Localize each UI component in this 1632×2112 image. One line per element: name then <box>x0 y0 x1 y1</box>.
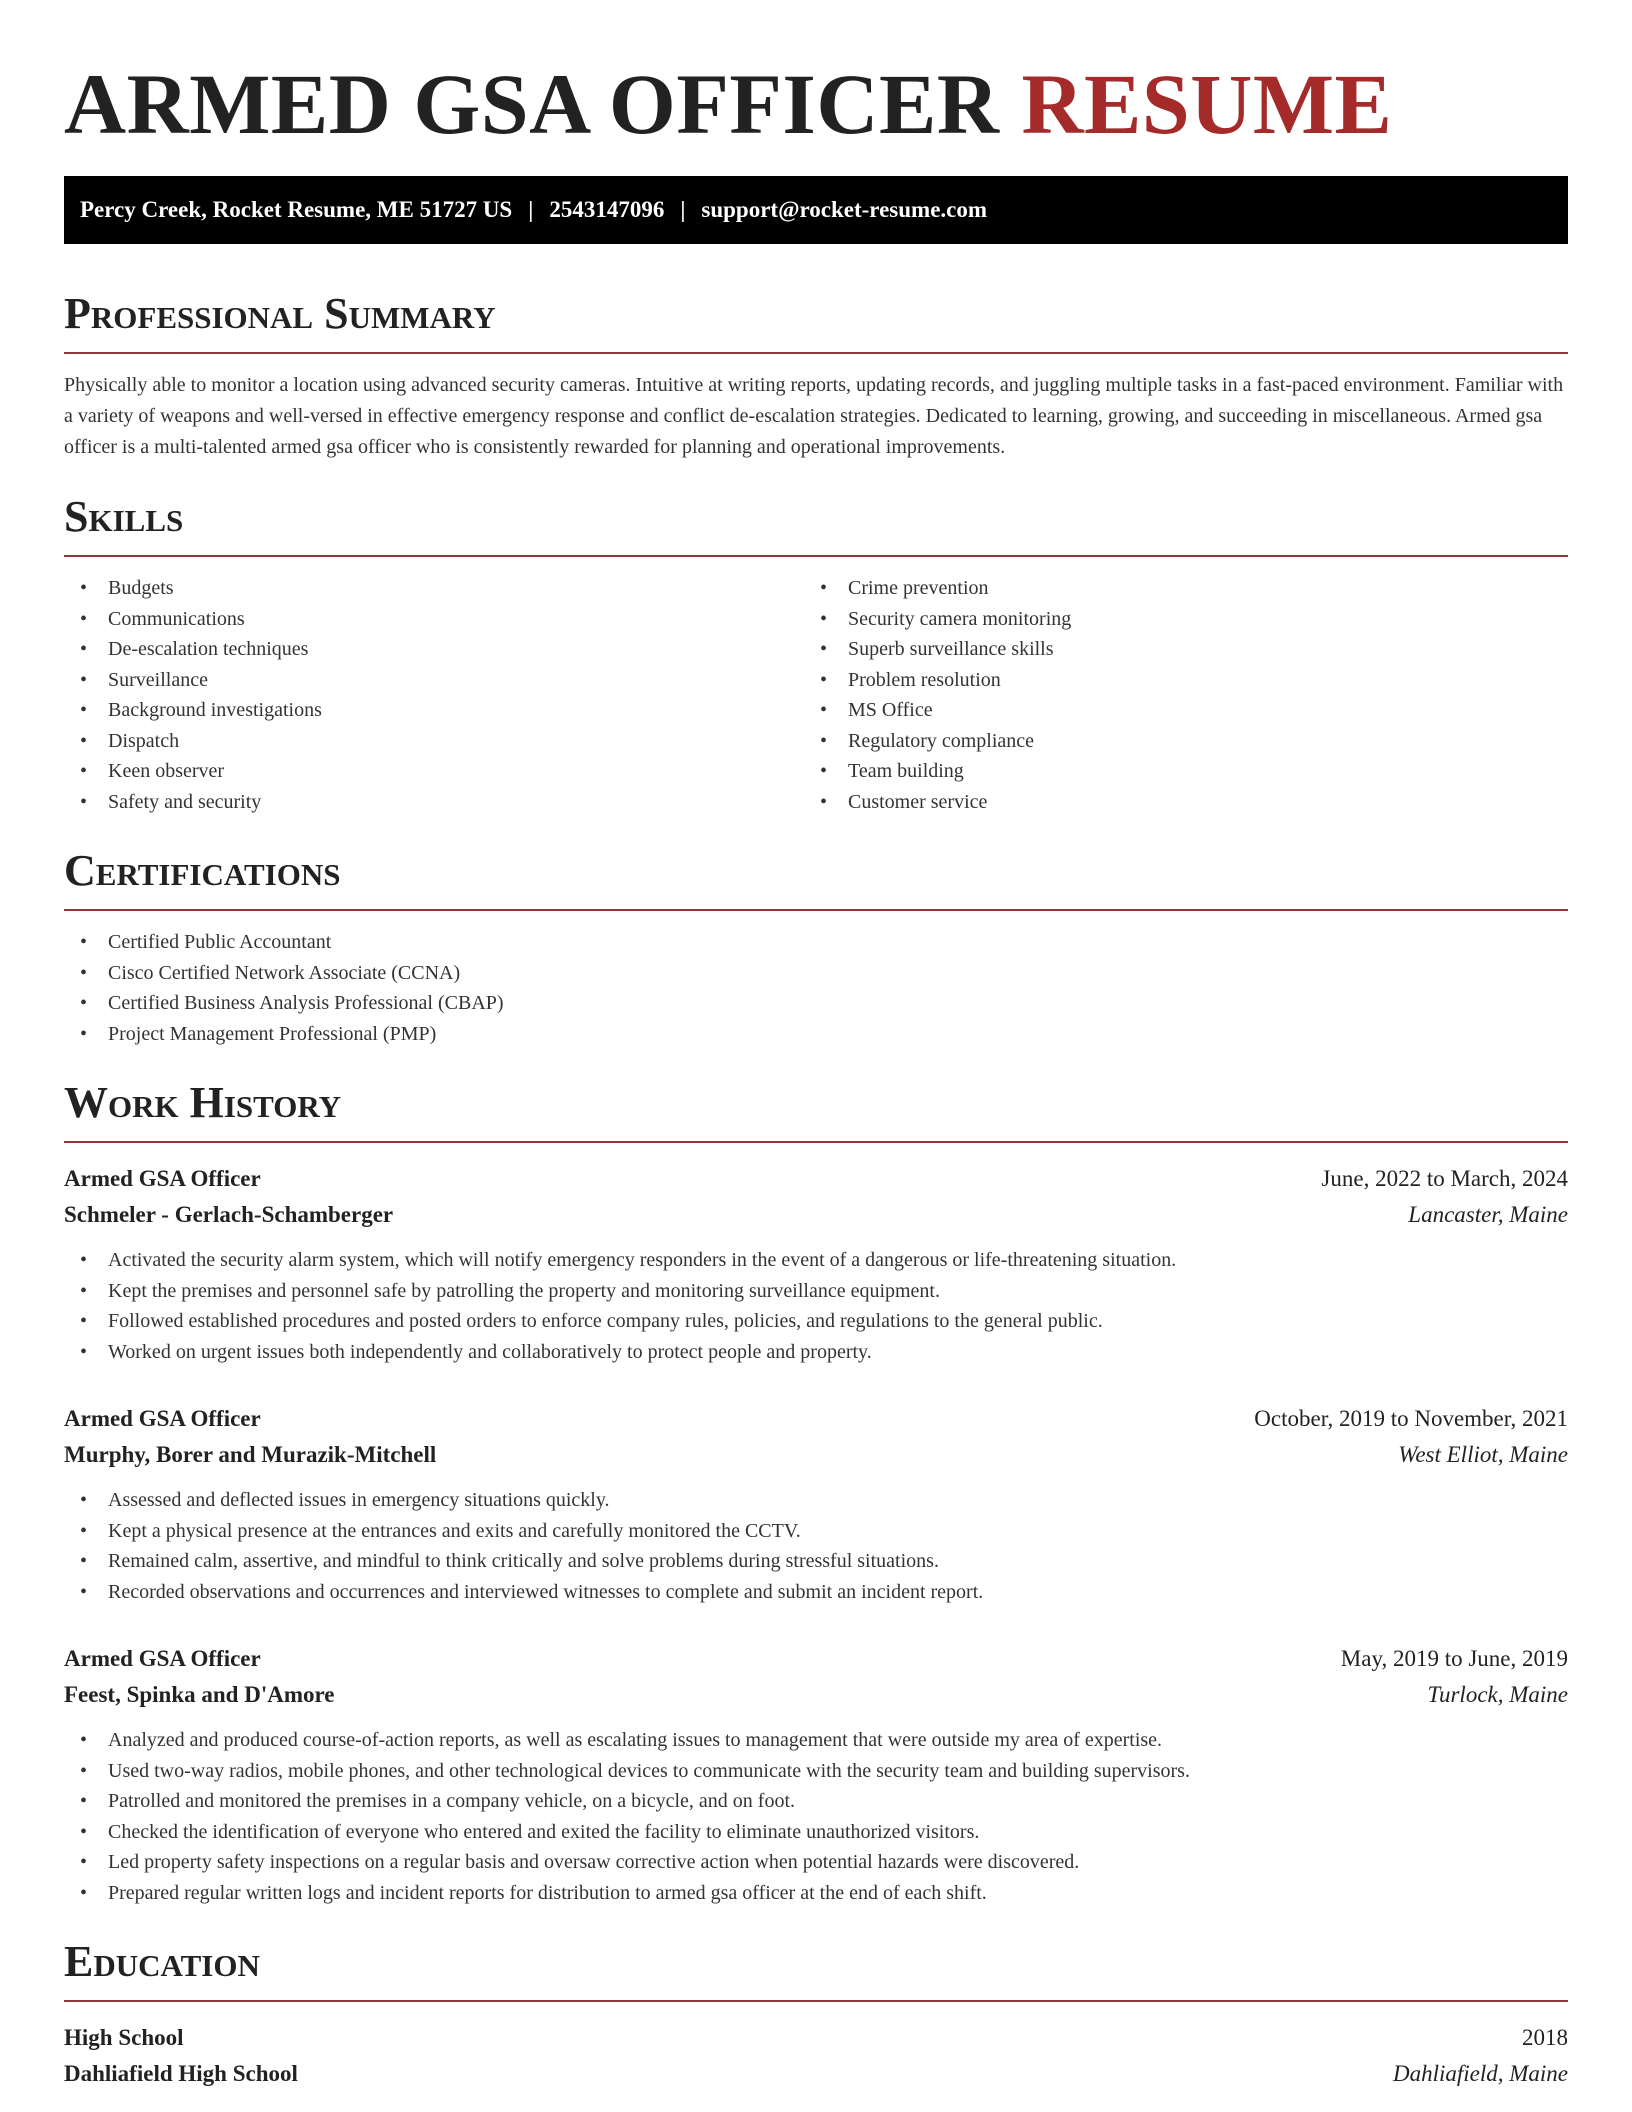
job-bullet: • Led property safety inspections on a regular basis and oversaw corrective action when potential hazards were discovered. <box>64 1847 1568 1878</box>
education-heading: Education <box>64 1936 1568 2002</box>
certifications-section <box>64 845 1568 1049</box>
job-title: Armed GSA Officer <box>64 1646 261 1671</box>
job-bullets <box>64 1245 1568 1367</box>
education-school: Dahliafield High School <box>64 2061 298 2086</box>
education-degree: High School <box>64 2025 184 2050</box>
job-header-row <box>64 1641 1568 1677</box>
job-bullet: • Followed established procedures and posted orders to enforce company rules, policies, and regulations to the general public. <box>64 1306 1568 1337</box>
job-company-row <box>64 1437 1568 1473</box>
skill-item: • Problem resolution <box>804 665 1544 696</box>
skill-item: • Communications <box>64 604 804 635</box>
education-section <box>64 1936 1568 2092</box>
skill-item: • Security camera monitoring <box>804 604 1544 635</box>
job-company: Feest, Spinka and D'Amore <box>64 1682 335 1707</box>
job-bullet: • Kept a physical presence at the entrances and exits and carefully monitored the CCTV. <box>64 1516 1568 1547</box>
job-title: Armed GSA Officer <box>64 1406 261 1431</box>
job-bullet: • Patrolled and monitored the premises in a company vehicle, on a bicycle, and on foot. <box>64 1786 1568 1817</box>
job-company: Murphy, Borer and Murazik-Mitchell <box>64 1442 437 1467</box>
job-bullet: • Worked on urgent issues both independently and collaboratively to protect people and property. <box>64 1337 1568 1368</box>
summary-section <box>64 288 1568 463</box>
contact-bar <box>64 176 1568 244</box>
contact-email[interactable]: support@rocket-resume.com <box>701 197 988 222</box>
job-location: West Elliot, Maine <box>1398 1442 1568 1467</box>
skill-item: • Surveillance <box>64 665 804 696</box>
education-school-row <box>64 2056 1568 2092</box>
job-bullet: • Activated the security alarm system, which will notify emergency responders in the event of a dangerous or life-threatening situation. <box>64 1245 1568 1276</box>
skill-item: • Background investigations <box>64 695 804 726</box>
job-dates: June, 2022 to March, 2024 <box>1321 1166 1568 1191</box>
job-bullet: • Kept the premises and personnel safe by patrolling the property and monitoring surveillance equipment. <box>64 1276 1568 1307</box>
job-bullet: • Remained calm, assertive, and mindful to think critically and solve problems during stressful situations. <box>64 1546 1568 1577</box>
skill-item: • Dispatch <box>64 726 804 757</box>
job-bullet: • Checked the identification of everyone who entered and exited the facility to eliminate unauthorized visitors. <box>64 1817 1568 1848</box>
education-degree-row <box>64 2020 1568 2056</box>
skill-item: • Crime prevention <box>804 573 1544 604</box>
resume-title <box>64 54 1568 154</box>
job-bullet: • Prepared regular written logs and incident reports for distribution to armed gsa officer at the end of each shift. <box>64 1878 1568 1909</box>
skill-item: • Budgets <box>64 573 804 604</box>
certification-item: • Project Management Professional (PMP) <box>64 1019 1568 1050</box>
skills-list-left <box>64 573 804 817</box>
skills-heading: Skills <box>64 491 1568 557</box>
job-bullet: • Assessed and deflected issues in emergency situations quickly. <box>64 1485 1568 1516</box>
skill-item: • Safety and security <box>64 787 804 818</box>
contact-phone[interactable]: 2543147096 <box>549 197 665 222</box>
certifications-list <box>64 927 1568 1049</box>
contact-address: Percy Creek, Rocket Resume, ME 51727 US <box>80 197 513 222</box>
skills-grid <box>64 557 1568 817</box>
skills-section <box>64 491 1568 817</box>
skill-item: • Keen observer <box>64 756 804 787</box>
contact-separator: | <box>528 197 534 222</box>
skill-item: • Customer service <box>804 787 1544 818</box>
title-main: ARMED GSA OFFICER <box>64 56 1000 152</box>
job-bullets <box>64 1485 1568 1607</box>
job-dates: October, 2019 to November, 2021 <box>1254 1406 1568 1431</box>
job-bullets <box>64 1725 1568 1908</box>
education-entry <box>64 2020 1568 2092</box>
skill-item: • De-escalation techniques <box>64 634 804 665</box>
resume-page <box>64 0 1568 2092</box>
job-bullet: • Recorded observations and occurrences and interviewed witnesses to complete and submit an incident report. <box>64 1577 1568 1608</box>
certifications-heading: Certifications <box>64 845 1568 911</box>
education-location: Dahliafield, Maine <box>1392 2061 1568 2086</box>
skill-item: • Team building <box>804 756 1544 787</box>
summary-text: Physically able to monitor a location using advanced security cameras. Intuitive at writing reports, updating records, and juggling multiple tasks in a fast-paced environment. Familiar with a variety of weapons and well-versed in effective emergency response and conflict de-escalation strategies. Dedicated to learning, growing, and succeeding in miscellaneous. Armed gsa officer is a multi-talented armed gsa officer who is consistently rewarded for planning and operational improvements. <box>64 374 1564 458</box>
job-company-row <box>64 1677 1568 1713</box>
job-location: Turlock, Maine <box>1427 1682 1568 1707</box>
job-bullet: • Analyzed and produced course-of-action reports, as well as escalating issues to management that were outside my area of expertise. <box>64 1725 1568 1756</box>
job-entry <box>64 1161 1568 1367</box>
skills-list-right <box>804 573 1544 817</box>
job-header-row <box>64 1401 1568 1437</box>
certification-item: • Certified Public Accountant <box>64 927 1568 958</box>
certification-item: • Cisco Certified Network Associate (CCNA) <box>64 958 1568 989</box>
work-history-heading: Work History <box>64 1077 1568 1143</box>
job-bullet: • Used two-way radios, mobile phones, and other technological devices to communicate with the security team and building supervisors. <box>64 1756 1568 1787</box>
job-entry <box>64 1641 1568 1908</box>
skill-item: • Regulatory compliance <box>804 726 1544 757</box>
contact-separator: | <box>680 197 686 222</box>
work-history-section <box>64 1077 1568 1908</box>
job-location: Lancaster, Maine <box>1408 1202 1568 1227</box>
job-entry <box>64 1401 1568 1607</box>
summary-heading: Professional Summary <box>64 288 1568 354</box>
job-title: Armed GSA Officer <box>64 1166 261 1191</box>
education-year: 2018 <box>1522 2025 1568 2050</box>
job-dates: May, 2019 to June, 2019 <box>1340 1646 1568 1671</box>
job-company-row <box>64 1197 1568 1233</box>
skill-item: • MS Office <box>804 695 1544 726</box>
job-company: Schmeler - Gerlach-Schamberger <box>64 1202 394 1227</box>
job-header-row <box>64 1161 1568 1197</box>
title-accent: RESUME <box>1021 56 1393 152</box>
skill-item: • Superb surveillance skills <box>804 634 1544 665</box>
certification-item: • Certified Business Analysis Professional (CBAP) <box>64 988 1568 1019</box>
